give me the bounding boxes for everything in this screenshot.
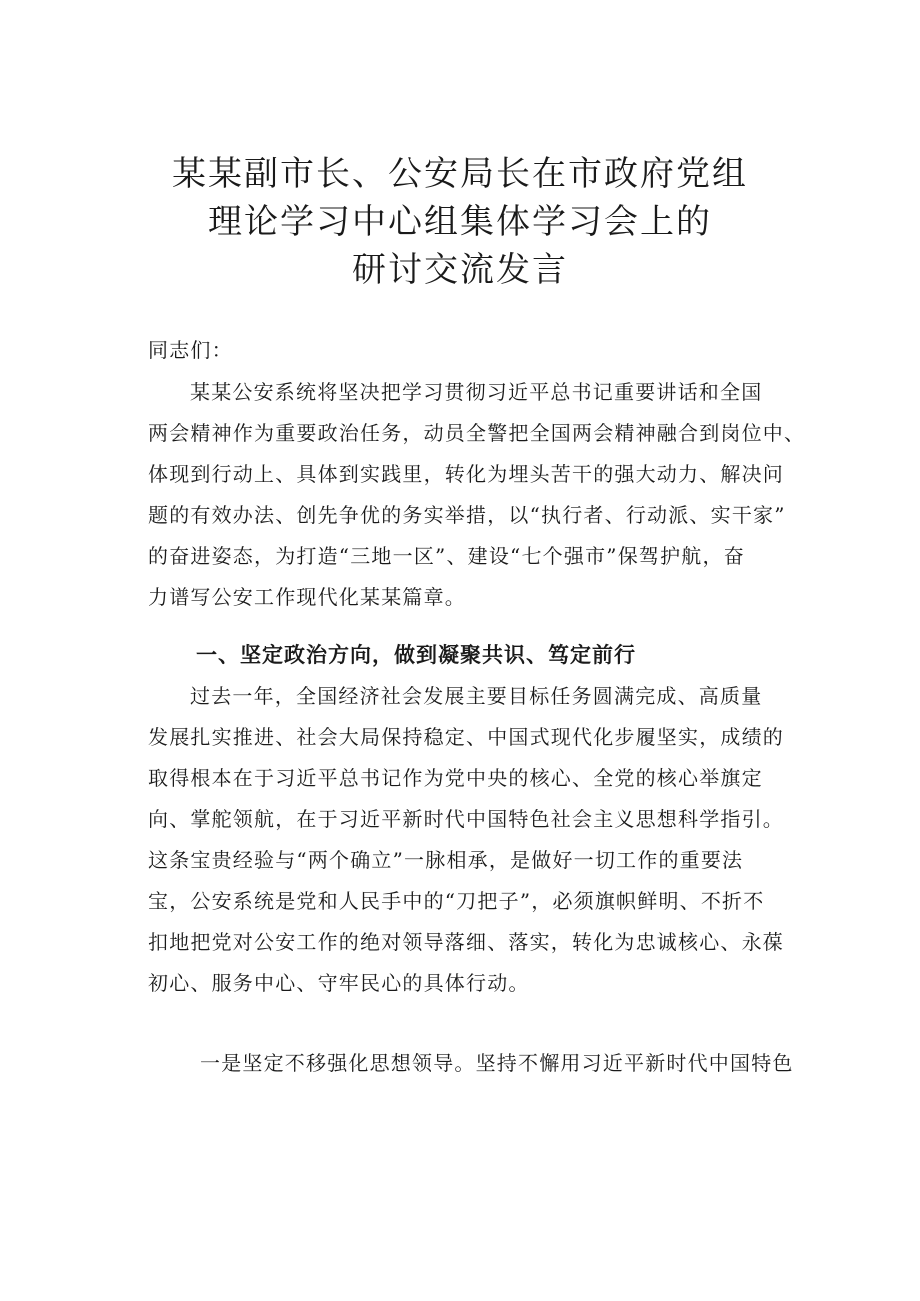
paragraph-line: 某某公安系统将坚决把学习贯彻习近平总书记重要讲话和全国 — [190, 380, 763, 404]
salutation-line: 同志们： — [148, 338, 233, 362]
paragraph-section-1 — [148, 676, 808, 1004]
section-heading-1: 一、坚定政治方向，做到凝聚共识、笃定前行 — [196, 643, 636, 667]
paragraph-intro — [148, 372, 808, 618]
paragraph-subsection-1 — [148, 1043, 808, 1084]
paragraph-line: 力谱写公安工作现代化某某篇章。 — [148, 585, 466, 609]
title-line: 理论学习中心组集体学习会上的 — [208, 202, 712, 242]
paragraph-line: 一是坚定不移强化思想领导。坚持不懈用习近平新时代中国特色 — [200, 1051, 794, 1075]
paragraph-line: 发展扎实推进、社会大局保持稳定、中国式现代化步履坚实，成绩的 — [148, 725, 784, 749]
paragraph-line: 题的有效办法、创先争优的务实举措，以“执行者、行动派、实干家” — [148, 503, 786, 527]
paragraph-line: 过去一年，全国经济社会发展主要目标任务圆满完成、高质量 — [190, 684, 763, 708]
paragraph-line: 初心、服务中心、守牢民心的具体行动。 — [148, 971, 530, 995]
title-line: 研讨交流发言 — [352, 250, 568, 290]
document-title — [120, 150, 800, 294]
paragraph-line: 取得根本在于习近平总书记作为党中央的核心、全党的核心举旗定 — [148, 766, 763, 790]
paragraph-line: 扣地把党对公安工作的绝对领导落细、落实，转化为忠诚核心、永葆 — [148, 930, 784, 954]
title-line: 某某副市长、公安局长在市政府党组 — [172, 154, 748, 194]
paragraph-line: 宝，公安系统是党和人民手中的“刀把子”，必须旗帜鲜明、不折不 — [148, 889, 765, 913]
paragraph-line: 这条宝贵经验与“两个确立”一脉相承，是做好一切工作的重要法 — [148, 848, 744, 872]
salutation — [148, 330, 808, 371]
paragraph-line: 两会精神作为重要政治任务，动员全警把全国两会精神融合到岗位中、 — [148, 421, 806, 445]
paragraph-line: 向、掌舵领航，在于习近平新时代中国特色社会主义思想科学指引。 — [148, 807, 784, 831]
paragraph-line: 的奋进姿态，为打造“三地一区”、建设“七个强市”保驾护航，奋 — [148, 544, 745, 568]
paragraph-line: 体现到行动上、具体到实践里，转化为埋头苦干的强大动力、解决问 — [148, 462, 784, 486]
